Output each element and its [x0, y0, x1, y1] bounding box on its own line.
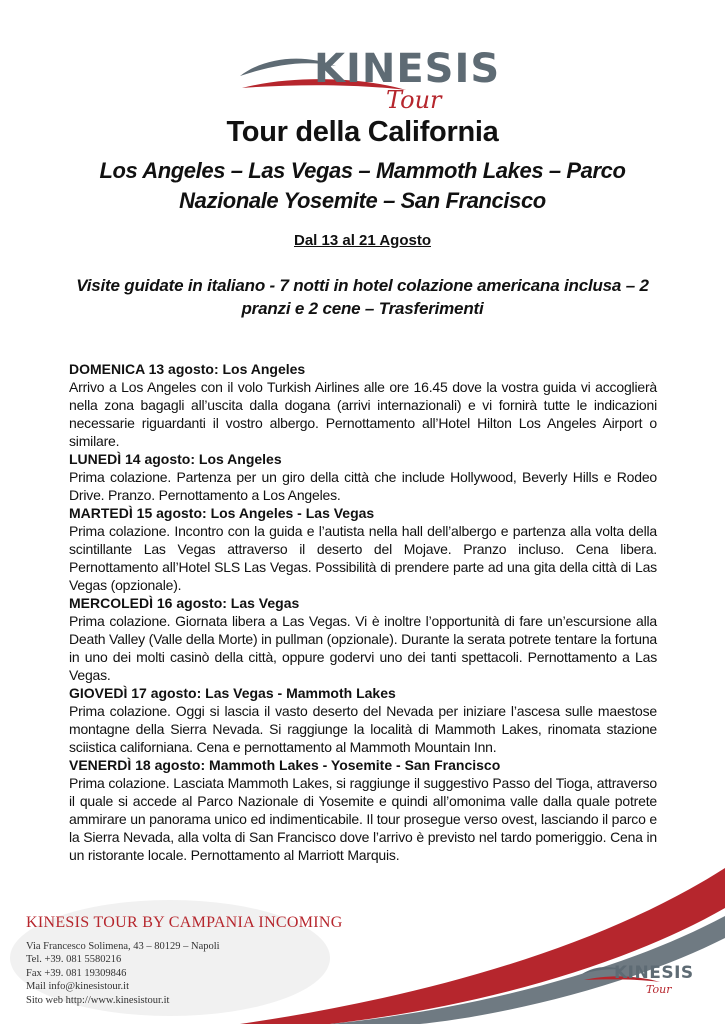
day-description: Prima colazione. Incontro con la guida e l’autista nella hall dell’albergo e partenza alla volta della scintillante Las Vegas attraverso il deserto del Mojave. Pranzo incluso. Cena libera. Pernottamento all’Hotel SLS Las Vegas. Possibilità di prendere parte ad una gita della città di Las Vegas (opzionale).	[69, 523, 657, 593]
itinerary	[69, 360, 657, 864]
footer-tel: Tel. +39. 081 5580216	[26, 954, 122, 966]
day-description: Prima colazione. Partenza per un giro della città che include Hollywood, Beverly Hills e Rodeo Drive. Pranzo. Pernottamento a Los Angeles.	[69, 469, 657, 503]
day-section	[69, 360, 657, 450]
kinesis-tour-logo-small	[580, 960, 694, 1004]
day-description: Arrivo a Los Angeles con il volo Turkish Airlines alle ore 16.45 dove la vostra guida vi accoglierà nella zona bagagli all’uscita dalla dogana (arrivi internazionali) e vi fornirà tutte le indicazioni necessarie riguardanti il vostro albergo. Pernottamento all’Hotel Hilton Los Angeles Airport o similare.	[69, 379, 657, 449]
day-section	[69, 756, 657, 864]
logo-small-tour-script: Tour	[646, 983, 672, 996]
footer-mail[interactable]: Mail info@kinesistour.it	[26, 981, 130, 993]
day-heading: DOMENICA 13 agosto: Los Angeles	[69, 361, 306, 377]
day-heading: LUNEDÌ 14 agosto: Los Angeles	[69, 451, 282, 467]
day-description: Prima colazione. Lasciata Mammoth Lakes, si raggiunge il suggestivo Passo del Tioga, attraverso il quale si accede al Parco Nazionale di Yosemite e quindi all’omonima valle dalla quale potrete ammirare un panorama unico ed indimenticabile. Il tour prosegue verso ovest, lasciando il parco e la Sierra Nevada, alla volta di San Francisco dove l’arrivo è previsto nel tardo pomeriggio. Cena in un ristorante locale. Pernottamento al Marriott Marquis.	[69, 775, 657, 863]
page-title: Tour della California	[226, 116, 499, 148]
logo-tour-script: Tour	[386, 86, 442, 114]
tour-highlights: Visite guidate in italiano - 7 notti in hotel colazione americana inclusa – 2 pranzi e 2 cene – Trasferimenti	[76, 276, 649, 318]
day-heading: MERCOLEDÌ 16 agosto: Las Vegas	[69, 595, 300, 611]
day-section	[69, 504, 657, 594]
footer-company-name: KINESIS TOUR BY CAMPANIA INCOMING	[26, 914, 343, 931]
day-heading: VENERDÌ 18 agosto: Mammoth Lakes - Yosemite - San Francisco	[69, 757, 501, 773]
day-section	[69, 684, 657, 756]
footer-address: Via Francesco Solimena, 43 – 80129 – Napoli	[26, 941, 220, 952]
route-subtitle: Los Angeles – Las Vegas – Mammoth Lakes – Parco Nazionale Yosemite – San Francisco	[99, 158, 626, 213]
logo-word: KINESIS	[314, 46, 501, 92]
logo-small-word: KINESIS	[614, 963, 694, 983]
kinesis-tour-logo	[236, 44, 501, 126]
tour-dates: Dal 13 al 21 Agosto	[294, 232, 431, 249]
day-heading: MARTEDÌ 15 agosto: Los Angeles - Las Vegas	[69, 505, 375, 521]
day-description: Prima colazione. Oggi si lascia il vasto deserto del Nevada per iniziare l’ascesa sulle maestose montagne della Sierra Nevada. Si raggiunge la località di Mammoth Lakes, rinomata stazione sciistica californiana. Cena e pernottamento al Mammoth Mountain Inn.	[69, 703, 657, 755]
day-section	[69, 594, 657, 684]
day-heading: GIOVEDÌ 17 agosto: Las Vegas - Mammoth Lakes	[69, 685, 396, 701]
footer-website[interactable]: Sito web http://www.kinesistour.it	[26, 994, 170, 1006]
day-section	[69, 450, 657, 504]
day-description: Prima colazione. Giornata libera a Las Vegas. Vi è inoltre l’opportunità di fare un’escursione alla Death Valley (Valle della Morte) in pullman (opzionale). Durante la serata potrete tentare la fortuna in uno dei molti casinò della città, oppure godervi uno dei tanti spettacoli. Pernottamento a Las Vegas.	[69, 613, 657, 683]
footer-contacts	[26, 940, 220, 1007]
footer-fax: Fax +39. 081 19309846	[26, 967, 127, 979]
